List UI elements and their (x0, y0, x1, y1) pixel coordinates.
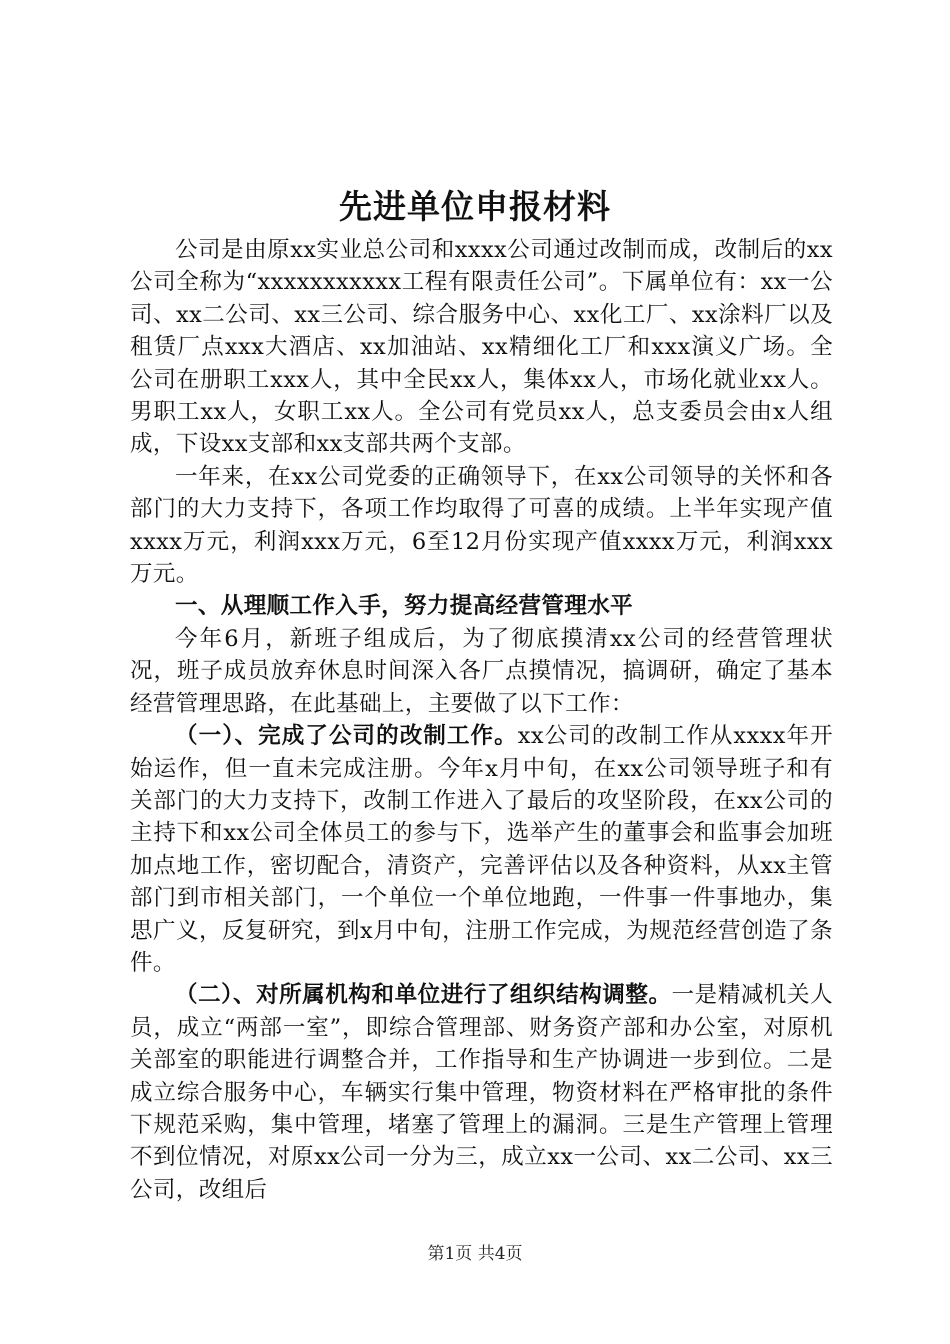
list-item-lead: （二）、对所属机构和单位进行了组织结构调整。 (175, 982, 672, 1009)
list-item-lead: （一）、完成了公司的改制工作。 (175, 723, 518, 750)
list-item (130, 979, 833, 1206)
page-footer: 第1页 共4页 (427, 1244, 523, 1264)
paragraph: 公司是由原xx实业总公司和xxxx公司通过改制而成，改制后的xx公司全称为“xxxxxxxxxxx工程有限责任公司”。下属单位有：xx一公司、xx二公司、xx三公司、综合服务中心、xx化工厂、xx涂料厂以及租赁厂点xxx大酒店、xx加油站、xx精细化工厂和xxx演义广场。全公司在册职工xxx人，其中全民xx人，集体xx人，市场化就业xx人。男职工xx人，女职工xx人。全公司有党员xx人，总支委员会由x人组成，下设xx支部和xx支部共两个支部。 (130, 237, 833, 458)
paragraph: 一年来，在xx公司党委的正确领导下，在xx公司领导的关怀和各部门的大力支持下，各项工作均取得了可喜的成绩。上半年实现产值xxxx万元，利润xxx万元，6至12月份实现产值xxxx万元，利润xxx万元。 (130, 463, 833, 588)
list-item (130, 720, 833, 979)
list-item-text: xx公司的改制工作从xxxx年开始运作，但一直未完成注册。今年x月中旬，在xx公司领导班子和有关部门的大力支持下，改制工作进入了最后的攻坚阶段，在xx公司的主持下和xx公司全体员工的参与下，选举产生的董事会和监事会加班加点地工作，密切配合，清资产，完善评估以及各种资料，从xx主管部门到市相关部门，一个单位一个单位地跑，一件事一件事地办，集思广义，反复研究，到x月中旬，注册工作完成，为规范经营创造了条件。 (130, 723, 833, 976)
paragraph: 今年6月，新班子组成后，为了彻底摸清xx公司的经营管理状况，班子成员放弃休息时间深入各厂点摸情况，搞调研，确定了基本经营管理思路，在此基础上，主要做了以下工作： (130, 625, 833, 717)
document-body (130, 234, 833, 1206)
list-item-text: 一是精减机关人员，成立“两部一室”，即综合管理部、财务资产部和办公室，对原机关部室的职能进行调整合并，工作指导和生产协调进一步到位。二是成立综合服务中心，车辆实行集中管理，物资材料在严格审批的条件下规范采购，集中管理，堵塞了管理上的漏洞。三是生产管理上管理不到位情况，对原xx公司一分为三，成立xx一公司、xx二公司、xx三公司，改组后 (130, 982, 833, 1203)
section-heading: 一、从理顺工作入手，努力提高经营管理水平 (175, 593, 634, 620)
document-title: 先进单位申报材料 (339, 187, 611, 226)
